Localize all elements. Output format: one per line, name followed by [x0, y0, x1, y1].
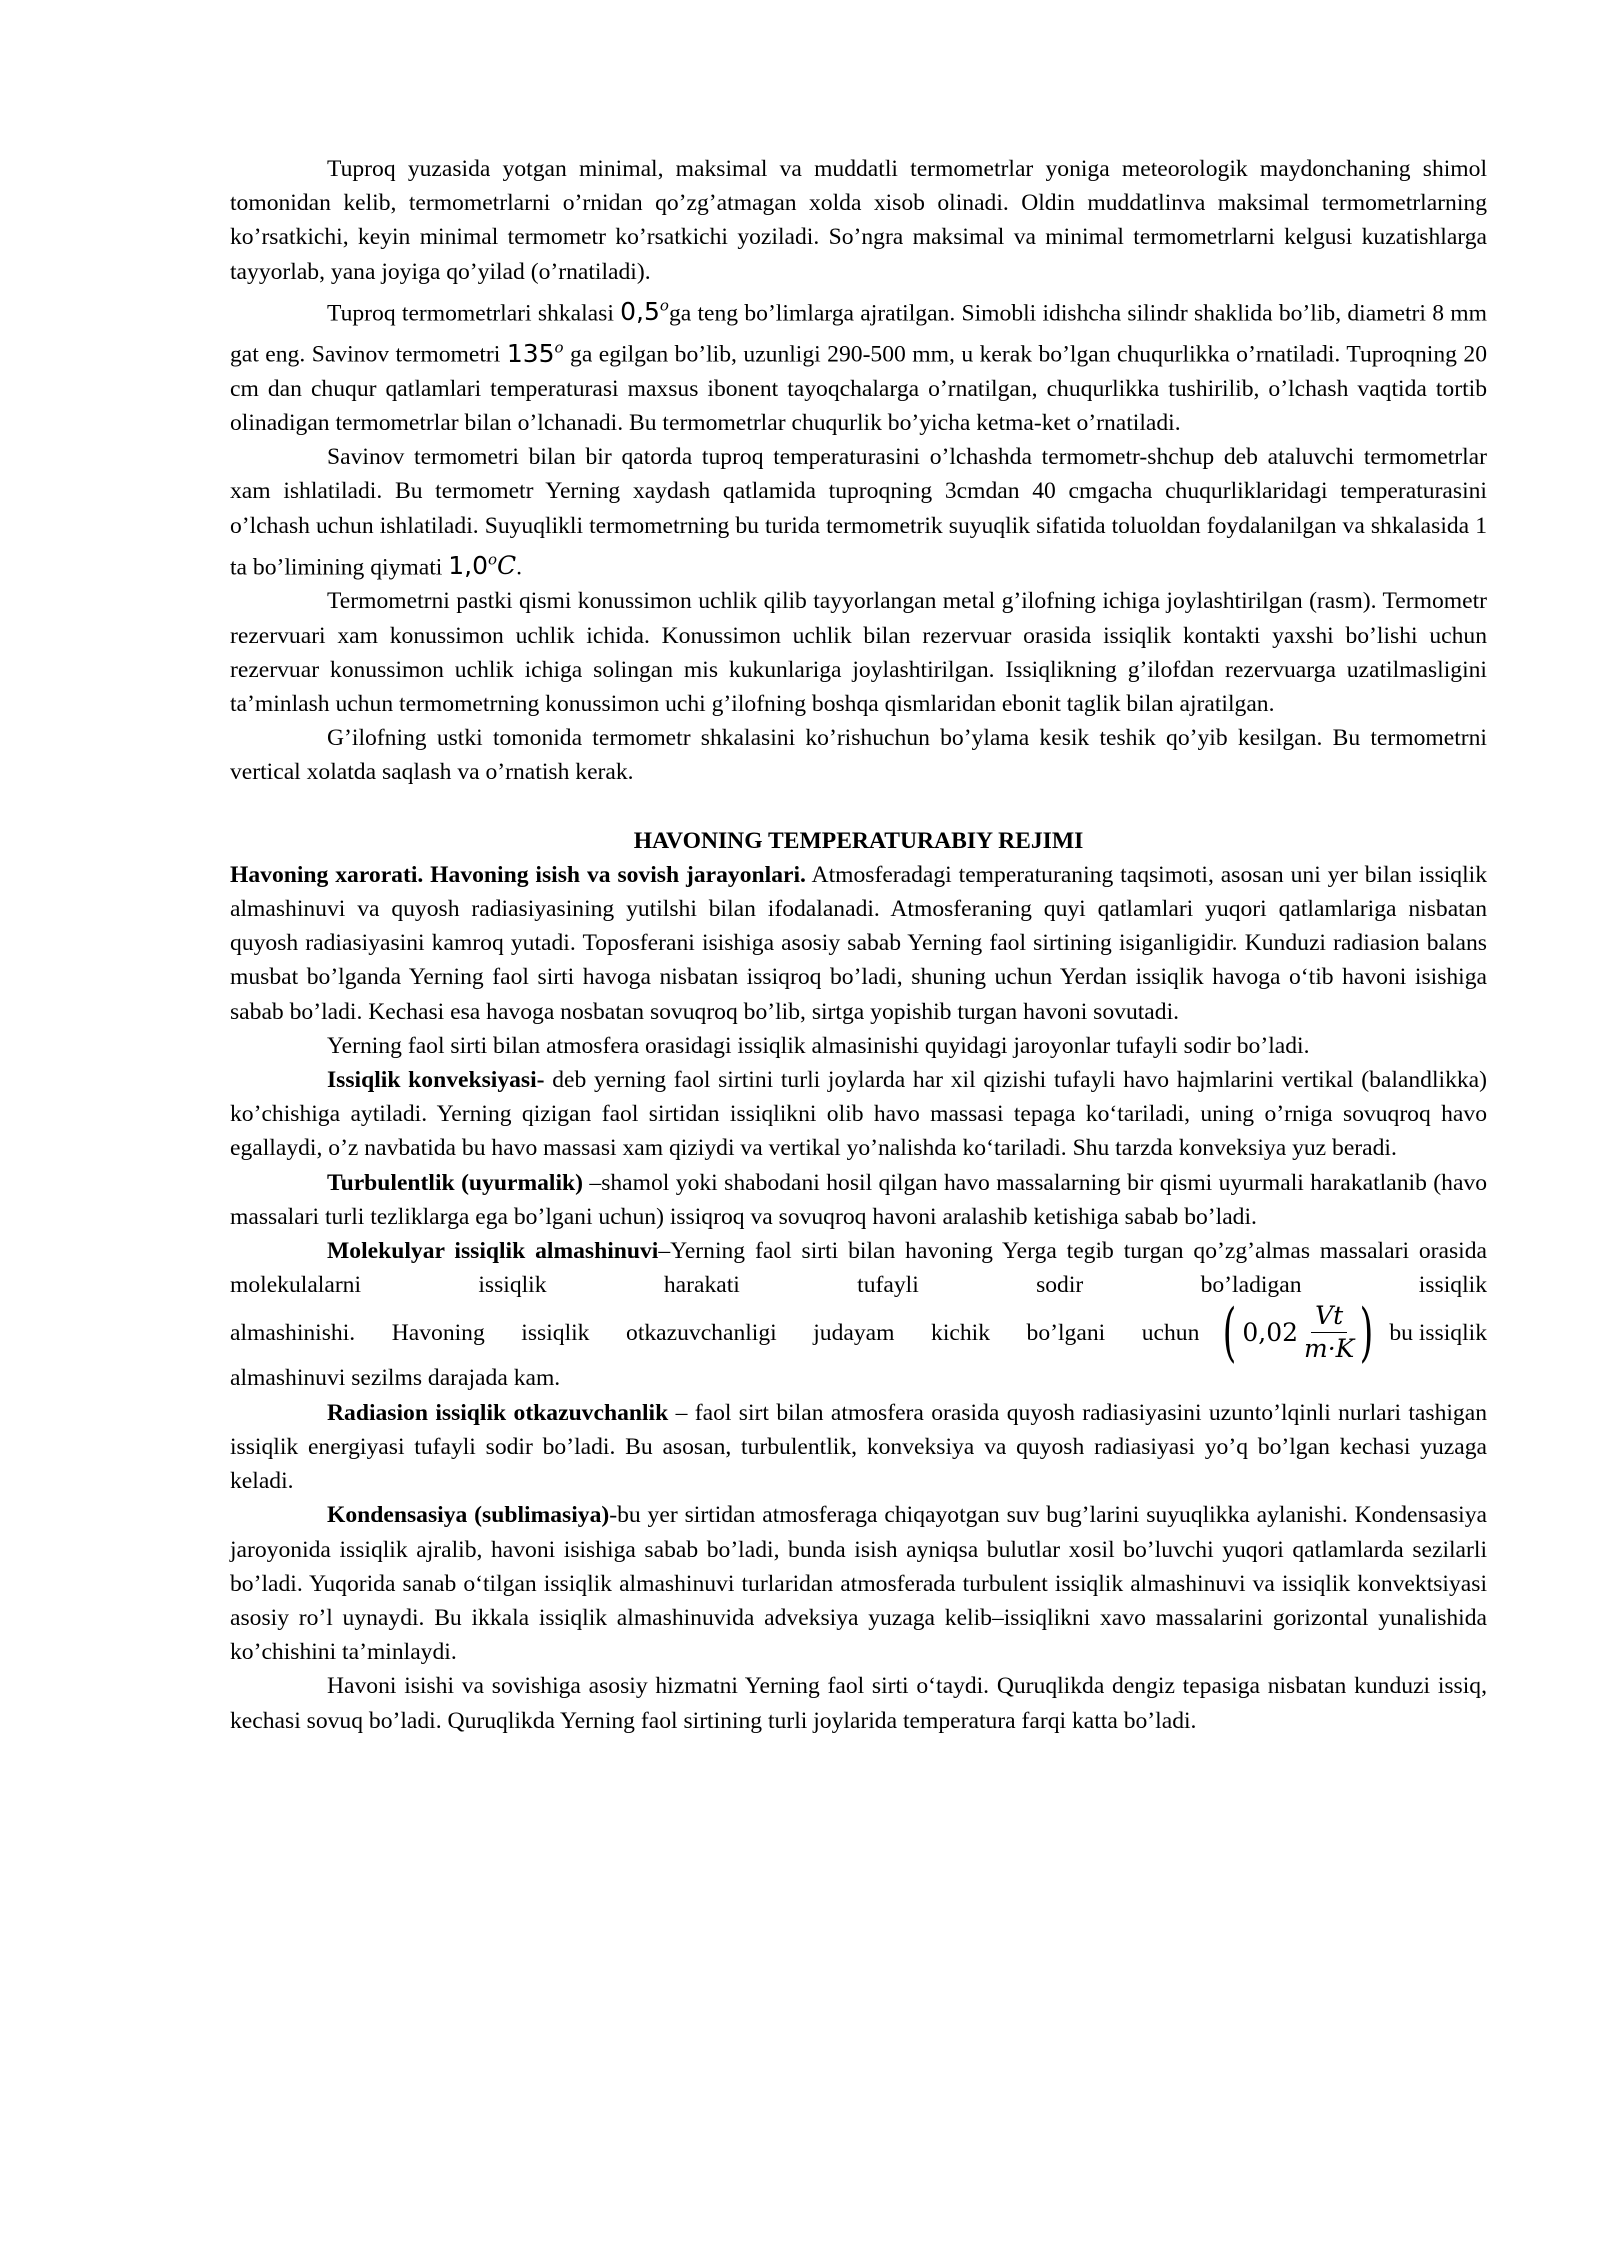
- math-degree: o: [659, 296, 669, 315]
- paragraph-condensation: [230, 1498, 1487, 1669]
- paragraph-convection: [230, 1063, 1487, 1166]
- math-degree: o: [488, 550, 498, 569]
- text-run: -bu yer sirtidan atmosferaga chiqayotgan suv bug’larini suyuqlikka aylanishi. Kondensasiya jaroyonida issiqlik ajralib, havoni isishiga sabab bo’ladi, bunda isish ayniqsa bulutlar xosil bo’luvchi yuqori qatlamlarda sezilarli bo’ladi. Yuqorida sanab o‘tilgan issiqlik almashinuvi turlaridan atmosferada turbulent issiqlik almashinuvi va issiqlik konvektsiyasi asosiy ro’l uynaydi. Bu ikkala issiqlik almashinuvida adveksiya yuzaga kelib–issiqlikni xavo massalarini gorizontal yunalishida ko’chishini ta’minlaydi.: [230, 1502, 1487, 1666]
- term-radiation: Radiasion issiqlik otkazuvchanlik: [327, 1399, 669, 1426]
- math-value: 1,0: [448, 551, 488, 581]
- math-value: 0,5: [620, 297, 660, 327]
- paragraph-sleeve-slot: G’ilofning ustki tomonida termometr shkalasini ko’rishuchun bo’ylama kesik teshik qo’yib kesilgan. Bu termometrni vertical xolatda saqlash va o’rnatish kerak.: [230, 725, 1487, 786]
- text-run: ga teng bo’limlarga ajratilgan. Simobli idishcha silindr shaklida bo’lib, diametri 8 mm gat eng. Savinov termometri: [230, 300, 1487, 368]
- paragraph-turbulence: [230, 1166, 1487, 1234]
- paragraph-soil-thermometer-scale: [230, 289, 1487, 440]
- math-division-value: [448, 551, 516, 580]
- text-run: ga egilgan bo’lib, uzunligi 290-500 mm, u kerak bo’lgan chuqurlikka o’rnatiladi. Tuproqning 20 cm dan chuqur qatlamlari temperaturasi maxsus ibonent tayoqchalarga o’rnatilgan, chuqurlikka tushirilib, o’lchash vaqtida tortib olinadigan termometrlar bilan o’lchanadi. Bu termometrlar chuqurlik bo’yicha ketma-ket o’rnatiladi.: [230, 341, 1488, 437]
- document-page: [230, 152, 1487, 1738]
- math-value: 135: [506, 338, 555, 368]
- left-paren: (: [1222, 1295, 1237, 1370]
- math-scale-division: [620, 297, 669, 326]
- math-degree: o: [554, 338, 564, 357]
- text-run: –Yerning faol sirti bilan havoning Yerga tegib turgan qo’zg’almas massalari orasida molekulalarni issiqlik harakati tufayli sodir bo’ladigan issiqlik: [230, 1238, 1487, 1299]
- term-turbulence: Turbulentlik (uyurmalik): [327, 1169, 583, 1196]
- text-run: –shamol yoki shabodani hosil qilgan havo massalarning bir qismi uyurmali harakatlanib (havo massalari turli tezliklarga ega bo’lgani uchun) issiqroq va sovuqroq havoni aralashib ketishiga sabab bo’ladi.: [230, 1169, 1488, 1230]
- paragraph-molecular-exchange: [230, 1234, 1487, 1396]
- paragraph-savinov-thermometer: [230, 440, 1487, 584]
- term-convection: Issiqlik konveksiyasi-: [327, 1067, 545, 1094]
- text-run: almashinishi. Havoning issiqlik otkazuvchanligi judayam kichik bo’lgani uchun: [230, 1319, 1200, 1346]
- paragraph-thermometer-sleeve: Termometrni pastki qismi konussimon uchlik qilib tayyorlangan metal g’ilofning ichiga joylashtirilgan (rasm). Termometr rezervuari xam konussimon uchlik ichida. Konussimon uchlik bilan rezervuar orasida issiqlik kontakti yaxshi bo’lishi uchun rezervuar konussimon uchlik ichiga solingan mis kukunlariga joylashtirilgan. Issiqlikning g’ilofdan rezervuarga uzatilmasligini ta’minlash uchun termometrning konussimon uchi g’ilofning boshqa qismlaridan ebonit taglik bilan ajratilgan.: [230, 588, 1487, 718]
- paragraph-radiation-exchange: [230, 1396, 1487, 1499]
- paragraph-soil-thermometer-reading: Tuproq yuzasida yotgan minimal, maksimal va muddatli termometrlar yoniga meteorologik maydonchaning shimol tomonidan kelib, termometrlarni o’rnidan qo’zg’atmagan xolda xisob olinadi. Oldin muddatlinva maksimal termometrlarning ko’rsatkichi, keyin minimal termometr ko’rsatkichi yoziladi. So’ngra maksimal va minimal termometrlarni kelgusi kuzatishlarga tayyorlab, yana joyiga qo’yilad (o’rnatiladi).: [230, 156, 1487, 285]
- text-run: Savinov termometri bilan bir qatorda tuproq temperaturasini o’lchashda termometr-shchup deb ataluvchi termometrlar xam ishlatiladi. Bu termometr Yerning xaydash qatlamida tuproqning 3cmdan 40 cmgacha chuqurliklaridagi temperaturasini o’lchash uchun ishlatiladi. Suyuqlikli termometrning bu turida termometrik suyuqlik sifatida toluoldan foydalanilgan va shkalasida 1 ta bo’limining qiymati: [230, 444, 1487, 581]
- text-run: Tuproq termometrlari shkalasi: [327, 300, 621, 327]
- text-run: – faol sirt bilan atmosfera orasida quyosh radiasiyasini uzunto’lqinli nurlari tashigan issiqlik energiyasi tufayli sodir bo’ladi. Bu asosan, turbulentlik, konveksiya va quyosh radiasiyasi yo’q bo’lgan kechasi yuzaga keladi.: [230, 1399, 1487, 1495]
- term-condensation: Kondensasiya (sublimasiya): [327, 1502, 610, 1529]
- formula-coefficient: 0,02: [1242, 1317, 1299, 1347]
- text-run: Atmosferadagi temperaturaning taqsimoti, asosan uni yer bilan issiqlik almashinuvi va quyosh radiasiyasining yutilshi bilan ifodalanadi. Atmosferaning quyi qatlamlari yuqori qatlamlariga nisbatan quyosh radiasiyasini kamroq yutadi. Toposferani isishiga asosiy sabab Yerning faol sirtining isiganligidir. Kunduzi radiasion balans musbat bo’lganda Yerning faol sirti havoga nisbatan issiqroq bo’ladi, shuning uchun Yerdan issiqlik havoga o‘tib havoni isishiga sabab bo’ladi. Kechasi esa havoga nosbatan sovuqroq bo’lib, sirtga yopishib turgan havoni sovutadi.: [230, 861, 1487, 1025]
- paragraph-molecular-lines: [230, 1234, 1487, 1302]
- formula-conductivity: [1217, 1295, 1379, 1370]
- term-molecular: Molekulyar issiqlik almashinuvi: [327, 1238, 659, 1265]
- formula-fraction: [1304, 1300, 1354, 1365]
- formula-denominator: m·K: [1304, 1334, 1355, 1364]
- paragraph-molecular-end: almashinuvi sezilms darajada kam.: [230, 1365, 561, 1392]
- section-heading: HAVONING TEMPERATURABIY REJIMI: [633, 827, 1084, 854]
- formula-line: [230, 1295, 1487, 1370]
- text-run: .: [516, 554, 523, 581]
- paragraph-air-temperature: [230, 858, 1487, 1029]
- paragraph-active-surface: Havoni isishi va sovishiga asosiy hizmatni Yerning faol sirti o‘taydi. Quruqlikda dengiz tepasiga nisbatan kunduzi issiq, kechasi sovuq bo’ladi. Quruqlikda Yerning faol sirtining turli joylarida temperatura farqi katta bo’ladi.: [230, 1673, 1487, 1734]
- text-run: bu issiqlik: [1389, 1319, 1487, 1346]
- bold-lead: Havoning xarorati. Havoning isish va sovish jarayonlari.: [230, 861, 806, 888]
- math-unit: C: [497, 551, 517, 581]
- paragraph-heat-exchange-intro: Yerning faol sirti bilan atmosfera orasidagi issiqlik almasinishi quyidagi jaroyonlar tufayli sodir bo’ladi.: [327, 1032, 1310, 1059]
- text-run: deb yerning faol sirtini turli joylarda har xil qizishi tufayli havo hajmlarini vertikal (balandlikka) ko’chishiga aytiladi. Yerning qizigan faol sirtidan issiqlikni olib havo massasi tepaga ko‘tariladi, uning o’rniga sovuqroq havo egallaydi, o’z navbatida bu havo massasi xam qiziydi va vertikal yo’nalishda ko‘tariladi. Shu tarzda konveksiya yuz beradi.: [230, 1067, 1487, 1162]
- math-bend-angle: [507, 339, 564, 368]
- right-paren: ): [1359, 1295, 1374, 1370]
- formula-numerator: Vt: [1311, 1300, 1347, 1333]
